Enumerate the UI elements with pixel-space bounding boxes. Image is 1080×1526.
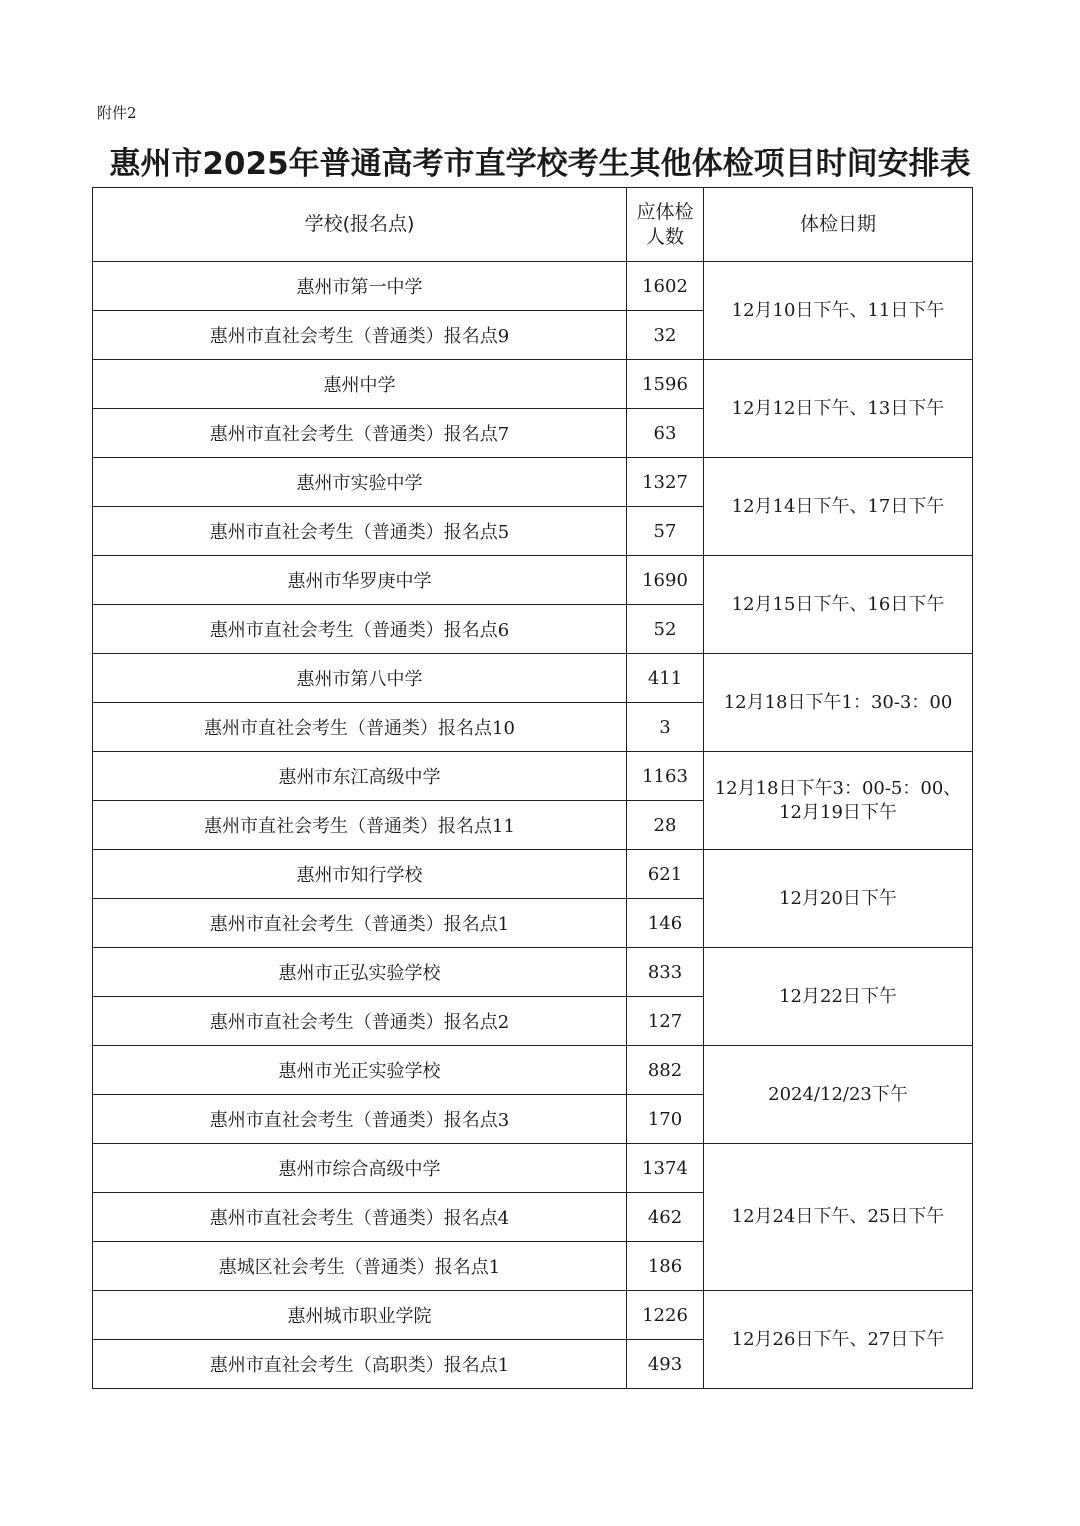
date-line2: 12月19日下午 (779, 801, 897, 823)
header-date: 体检日期 (704, 188, 973, 262)
school-cell: 惠州市直社会考生（普通类）报名点6 (93, 605, 627, 654)
date-cell: 12月14日下午、17日下午 (704, 458, 973, 556)
count-cell: 3 (627, 703, 704, 752)
count-cell: 1226 (627, 1291, 704, 1340)
school-cell: 惠州市直社会考生（普通类）报名点5 (93, 507, 627, 556)
count-cell: 57 (627, 507, 704, 556)
school-cell: 惠州市直社会考生（普通类）报名点2 (93, 997, 627, 1046)
school-cell: 惠州市直社会考生（普通类）报名点10 (93, 703, 627, 752)
date-cell: 12月22日下午 (704, 948, 973, 1046)
school-cell: 惠州市直社会考生（普通类）报名点9 (93, 311, 627, 360)
count-cell: 52 (627, 605, 704, 654)
school-cell: 惠州市综合高级中学 (93, 1144, 627, 1193)
date-line1: 12月18日下午3：00-5：00、 (714, 777, 962, 799)
table-header-row (93, 188, 973, 262)
school-cell: 惠州市直社会考生（普通类）报名点3 (93, 1095, 627, 1144)
count-cell: 462 (627, 1193, 704, 1242)
school-cell: 惠州市直社会考生（高职类）报名点1 (93, 1340, 627, 1389)
date-cell: 12月20日下午 (704, 850, 973, 948)
school-cell: 惠州中学 (93, 360, 627, 409)
school-cell: 惠州市第八中学 (93, 654, 627, 703)
count-cell: 882 (627, 1046, 704, 1095)
date-cell: 12月26日下午、27日下午 (704, 1291, 973, 1389)
school-cell: 惠州市光正实验学校 (93, 1046, 627, 1095)
date-cell: 12月12日下午、13日下午 (704, 360, 973, 458)
page-title: 惠州市2025年普通高考市直学校考生其他体检项目时间安排表 (109, 146, 971, 182)
count-cell: 833 (627, 948, 704, 997)
table-row (93, 850, 973, 899)
table-row (93, 1046, 973, 1095)
header-count-line1: 应体检 (636, 200, 694, 223)
count-cell: 1596 (627, 360, 704, 409)
school-cell: 惠州城市职业学院 (93, 1291, 627, 1340)
count-cell: 621 (627, 850, 704, 899)
table-row (93, 556, 973, 605)
school-cell: 惠城区社会考生（普通类）报名点1 (93, 1242, 627, 1291)
table-row (93, 948, 973, 997)
date-cell (704, 752, 973, 850)
count-cell: 127 (627, 997, 704, 1046)
date-cell: 12月10日下午、11日下午 (704, 262, 973, 360)
date-cell: 12月18日下午1：30-3：00 (704, 654, 973, 752)
table-row (93, 262, 973, 311)
count-cell: 146 (627, 899, 704, 948)
count-cell: 493 (627, 1340, 704, 1389)
header-school: 学校(报名点) (93, 188, 627, 262)
table-row (93, 360, 973, 409)
count-cell: 1690 (627, 556, 704, 605)
school-cell: 惠州市直社会考生（普通类）报名点4 (93, 1193, 627, 1242)
attachment-label: 附件2 (97, 104, 137, 122)
school-cell: 惠州市正弘实验学校 (93, 948, 627, 997)
count-cell: 1163 (627, 752, 704, 801)
school-cell: 惠州市东江高级中学 (93, 752, 627, 801)
table-row (93, 1144, 973, 1193)
table-row (93, 1291, 973, 1340)
school-cell: 惠州市第一中学 (93, 262, 627, 311)
count-cell: 32 (627, 311, 704, 360)
table-row (93, 654, 973, 703)
count-cell: 1374 (627, 1144, 704, 1193)
date-cell: 2024/12/23下午 (704, 1046, 973, 1144)
table-row (93, 458, 973, 507)
count-cell: 186 (627, 1242, 704, 1291)
header-count-line2: 人数 (645, 225, 684, 248)
school-cell: 惠州市实验中学 (93, 458, 627, 507)
count-cell: 411 (627, 654, 704, 703)
school-cell: 惠州市华罗庚中学 (93, 556, 627, 605)
count-cell: 1602 (627, 262, 704, 311)
school-cell: 惠州市直社会考生（普通类）报名点7 (93, 409, 627, 458)
header-count (627, 188, 704, 262)
count-cell: 28 (627, 801, 704, 850)
count-cell: 63 (627, 409, 704, 458)
school-cell: 惠州市知行学校 (93, 850, 627, 899)
count-cell: 1327 (627, 458, 704, 507)
table-row (93, 752, 973, 801)
school-cell: 惠州市直社会考生（普通类）报名点1 (93, 899, 627, 948)
count-cell: 170 (627, 1095, 704, 1144)
school-cell: 惠州市直社会考生（普通类）报名点11 (93, 801, 627, 850)
date-cell: 12月15日下午、16日下午 (704, 556, 973, 654)
date-cell: 12月24日下午、25日下午 (704, 1144, 973, 1291)
schedule-table (92, 187, 973, 1389)
